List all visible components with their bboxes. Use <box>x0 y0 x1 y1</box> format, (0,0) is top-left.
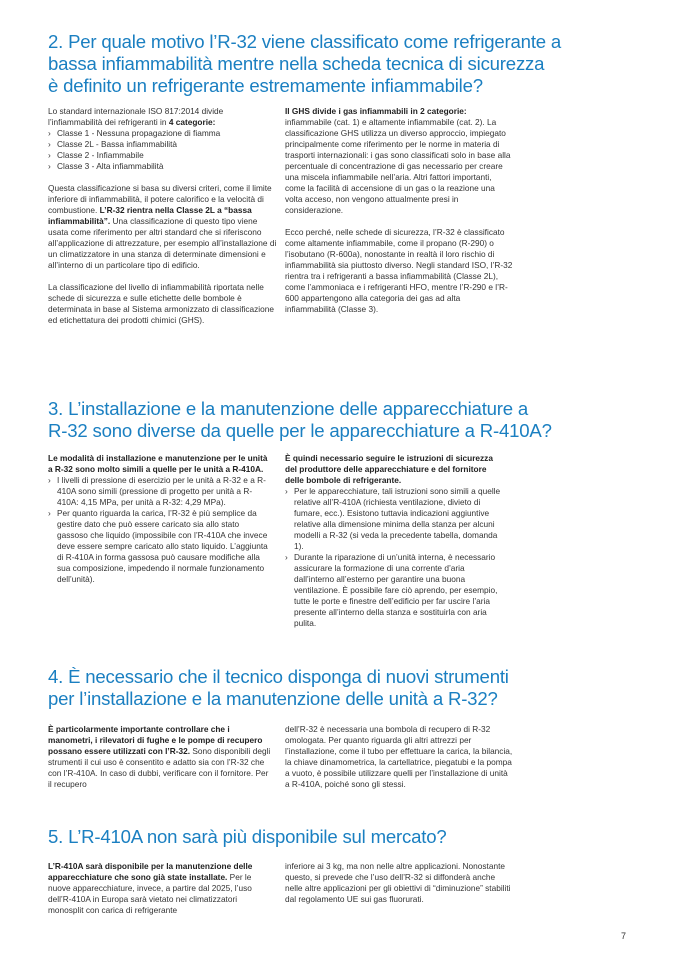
section-3-left-column <box>48 453 272 585</box>
section-5-right-column <box>285 861 513 916</box>
section-3-right-list <box>285 486 503 629</box>
section-2-right-column <box>285 106 513 326</box>
category-list <box>48 128 278 172</box>
list-item: › Classe 1 - Nessuna propagazione di fiamma <box>48 128 278 139</box>
section-2-paragraph: Ecco perché, nelle schede di sicurezza, l’R-32 è classificato come altamente infiammabile, come il propano (R-290) o l’isobutano (R-600a), nonostante in realtà il loro rischio di infiammabilità sia piuttosto diverso. Negli standard ISO, l’R-32 rientra tra i refrigeranti a bassa infiammabilità (Classe 2L), come l’ammoniaca e i refrigeranti HFO, mentre l’R-290 e l’R-600 appartengono alla categoria dei gas ad alta infiammabilità (Classe 3). <box>285 227 513 314</box>
section-4-paragraph: È particolarmente importante controllare che i manometri, i rilevatori di fughe e le pompe di recupero possano essere utilizzati con l’R-32. Sono disponibili degli strumenti il cui uso è consentito e adatto sia con l’R-32 che con l’R-410A. In caso di dubbi, verificare con il fornitore. Per il recupero <box>48 724 271 789</box>
section-2-left-column <box>48 106 278 337</box>
section-2-title: 2. Per quale motivo l’R-32 viene classificato come refrigerante a bassa infiammabilità mentre nella scheda tecnica di sicurezza è definito un refrigerante estremamente infiammabile? <box>48 31 562 96</box>
list-item: › Classe 3 - Alta infiammabilità <box>48 161 278 172</box>
section-4-title: 4. È necessario che il tecnico disponga di nuovi strumenti per l’installazione e la manutenzione delle unità a R-32? <box>48 666 509 709</box>
section-4-paragraph: dell’R-32 è necessaria una bombola di recupero di R-32 omologata. Per quanto riguarda gli altri attrezzi per l’installazione, come il tubo per effettuare la carica, la bilancia, la chiave dinamometrica, la cartellatrice, piegatubi e la pompa a vuoto, è possibile utilizzare quelli per l’installazione di unità a R-410A, poiché sono gli stessi. <box>285 724 513 789</box>
section-3-title: 3. L’installazione e la manutenzione delle apparecchiature a R-32 sono diverse da quelle per le apparecchiature a R-410A? <box>48 398 552 441</box>
section-5-paragraph: L’R-410A sarà disponibile per la manutenzione delle apparecchiature che sono già state installate. Per le nuove apparecchiature, invece, a partire dal 2025, l’uso dell’R-410A in Europa sarà vietato nei climatizzatori monosplit con carica di refrigerante <box>48 861 253 915</box>
section-3-lead: Le modalità di installazione e manutenzione per le unità a R-32 sono molto simili a quelle per le unità a R-410A. <box>48 453 268 474</box>
list-item: › Classe 2L - Bassa infiammabilità <box>48 139 278 150</box>
section-4-left-column <box>48 724 272 801</box>
section-3-lead: È quindi necessario seguire le istruzioni di sicurezza del produttore delle apparecchiature e del fornitore delle bombole di refrigerante. <box>285 453 493 485</box>
section-3-right-column <box>285 453 503 629</box>
list-item: › Per le apparecchiature, tali istruzioni sono simili a quelle relative all’R-410A (richiesta ventilazione, divieto di fumare, ecc.). Esistono tuttavia indicazioni aggiuntive relative alla dimensione minima della stanza per alcuni modelli a R-32 (si veda la precedente tabella, domanda 1). <box>285 486 503 552</box>
list-item: › Classe 2 - Infiammabile <box>48 150 278 161</box>
section-2-paragraph: Il GHS divide i gas infiammabili in 2 categorie: infiammabile (cat. 1) e altamente infiammabile (cat. 2). La classificazione GHS utilizza un diverso approccio, impiegato principalmente come riferimento per le norme in materia di trasporti internazionali: i gas sono classificati solo in base alla percentuale di concentrazione di gas necessario per creare una miscela infiammabile nell’aria. Altri fattori importanti, come la facilità di accensione di un gas o la reazione una volta acceso, non vengono attualmente presi in considerazione. <box>285 106 511 215</box>
page-number: 7 <box>620 931 626 941</box>
list-item: › Per quanto riguarda la carica, l’R-32 è più semplice da gestire dato che può essere caricato sia allo stato gassoso che liquido (impossibile con l’R-410A che invece deve essere sempre caricato allo stato liquido. L’aggiunta di R-410A in forma gassosa può causare modifiche alla sua composizione, impedendo il normale funzionamento dell’unità). <box>48 508 272 585</box>
section-3-left-list <box>48 475 272 585</box>
list-item: › Durante la riparazione di un’unità interna, è necessario assicurare la formazione di una corrente d’aria dall’interno all’esterno per garantire una buona ventilazione. È possibile fare ciò aprendo, per esempio, tutte le porte e finestre dell’edificio per far uscire l’aria presente all’interno della stanza e sostituirla con aria pulita. <box>285 552 503 629</box>
section-2-paragraph: La classificazione del livello di infiammabilità riportata nelle schede di sicurezza e sulle etichette delle bombole è determinata in base al Sistema armonizzato di classificazione ed etichettatura dei prodotti chimici (GHS). <box>48 282 274 325</box>
list-item: › I livelli di pressione di esercizio per le unità a R-32 e a R-410A sono simili (pressione di progetto per unità a R-410A: 4,15 MPa, per unità a R-32: 4,29 MPa). <box>48 475 272 508</box>
section-4-right-column <box>285 724 513 801</box>
section-2-intro: Lo standard internazionale ISO 817:2014 divide l’infiammabilità dei refrigeranti in 4 categorie: <box>48 106 224 127</box>
section-5-title: 5. L’R-410A non sarà più disponibile sul mercato? <box>48 826 447 847</box>
section-5-paragraph: inferiore ai 3 kg, ma non nelle altre applicazioni. Nonostante questo, si prevede che l’uso dell’R-32 si diffonderà anche nelle altre applicazioni per gli obiettivi di “diminuzione” stabiliti dal regolamento UE sui gas fluorurati. <box>285 861 511 904</box>
section-5-left-column <box>48 861 274 927</box>
section-2-paragraph: Questa classificazione si basa su diversi criteri, come il limite inferiore di infiammabilità, il potere calorifico e la velocità di combustione. L’R-32 rientra nella Classe 2L a “bassa infiammabilità”. Una classificazione di questo tipo viene usata come riferimento per altri standard che si riferiscono all’applicazione di attrezzature, per esempio all’installazione di un climatizzatore in una stanza di determinate dimensioni e all’interno di un particolare tipo di edificio. <box>48 183 277 270</box>
